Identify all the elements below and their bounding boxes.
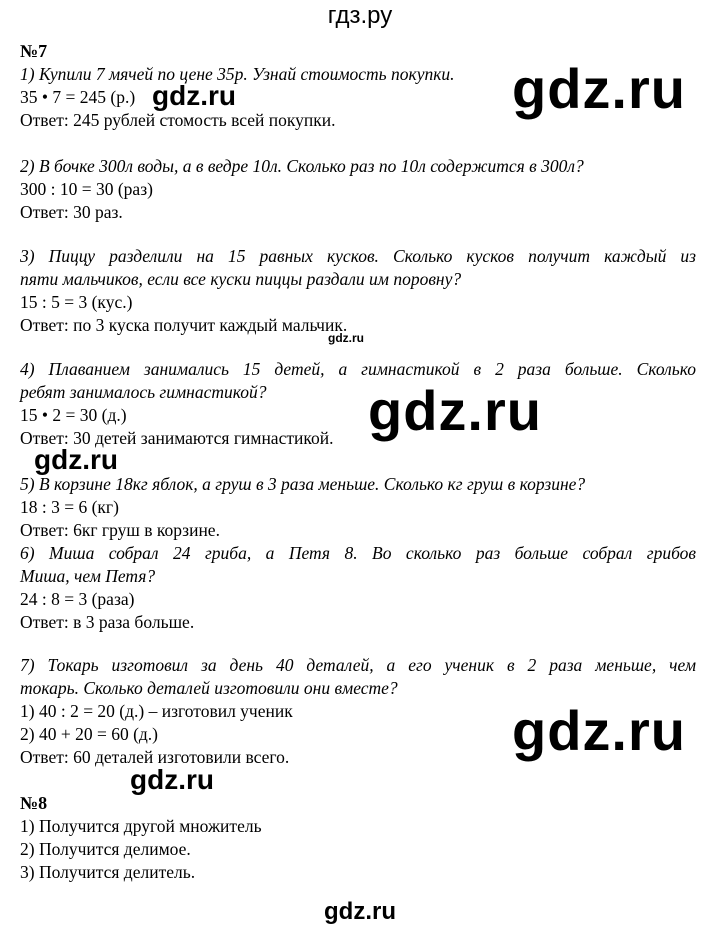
problem-4-answer: Ответ: 30 детей занимаются гимнастикой. — [20, 428, 334, 448]
problem-5-question: 5) В корзине 18кг яблок, а груш в 3 раза меньше. Сколько кг груш в корзине? — [20, 474, 586, 494]
site-header: гдз.ру — [327, 2, 393, 29]
problem-6-question-line-2: Миша, чем Петя? — [20, 566, 156, 586]
problem-2-answer: Ответ: 30 раз. — [20, 202, 123, 222]
watermark: gdz.ru — [328, 331, 364, 345]
section-7-title: №7 — [20, 41, 48, 61]
problem-3-question-line-2: пяти мальчиков, если все куски пиццы раздали им поровну? — [20, 269, 462, 289]
section-8-title: №8 — [20, 793, 48, 813]
watermark: gdz.ru — [512, 699, 686, 762]
problem-6-question-line-1: 6) Миша собрал 24 гриба, а Петя 8. Во сколько раз больше собрал грибов — [20, 543, 696, 563]
problem-6-solution: 24 : 8 = 3 (раза) — [20, 589, 135, 609]
problem-1-answer: Ответ: 245 рублей стомость всей покупки. — [20, 110, 336, 130]
problem-7-question-line-2: токарь. Сколько деталей изготовили они вместе? — [20, 678, 398, 698]
problem-5-solution: 18 : 3 = 6 (кг) — [20, 497, 119, 517]
problem-3-solution: 15 : 5 = 3 (кус.) — [20, 292, 133, 312]
watermark: gdz.ru — [512, 57, 686, 120]
problem-7-solution-step-2: 2) 40 + 20 = 60 (д.) — [20, 724, 159, 744]
problem-4-question-line-1: 4) Плаванием занимались 15 детей, а гимнастикой в 2 раза больше. Сколько — [20, 359, 696, 379]
problem-6-answer: Ответ: в 3 раза больше. — [20, 612, 195, 632]
problem-7-question-line-1: 7) Токарь изготовил за день 40 деталей, а его ученик в 2 раза меньше, чем — [20, 655, 696, 675]
watermark: gdz.ru — [368, 379, 542, 442]
section-8-item-1: 1) Получится другой множитель — [20, 816, 262, 836]
problem-7-solution-step-1: 1) 40 : 2 = 20 (д.) – изготовил ученик — [20, 701, 293, 721]
problem-4-question-line-2: ребят занималось гимнастикой? — [20, 382, 267, 402]
watermark: gdz.ru — [324, 898, 396, 925]
watermark: gdz.ru — [152, 80, 236, 111]
problem-2-solution: 300 : 10 = 30 (раз) — [20, 179, 153, 199]
problem-1-question: 1) Купили 7 мячей по цене 35р. Узнай стоимость покупки. — [20, 64, 455, 84]
problem-1-solution: 35 • 7 = 245 (р.) — [20, 87, 136, 107]
problem-4-solution: 15 • 2 = 30 (д.) — [20, 405, 127, 425]
problem-2-question: 2) В бочке 300л воды, а в ведре 10л. Сколько раз по 10л содержится в 300л? — [20, 156, 584, 176]
problem-5-answer: Ответ: 6кг груш в корзине. — [20, 520, 220, 540]
problem-7-answer: Ответ: 60 деталей изготовили всего. — [20, 747, 290, 767]
problem-3-question-line-1: 3) Пиццу разделили на 15 равных кусков. Сколько кусков получит каждый из — [20, 246, 696, 266]
section-8-item-3: 3) Получится делитель. — [20, 862, 196, 882]
problem-3-answer: Ответ: по 3 куска получит каждый мальчик. — [20, 315, 348, 335]
watermark: gdz.ru — [34, 444, 118, 475]
section-8-item-2: 2) Получится делимое. — [20, 839, 191, 859]
watermark: gdz.ru — [130, 764, 214, 795]
